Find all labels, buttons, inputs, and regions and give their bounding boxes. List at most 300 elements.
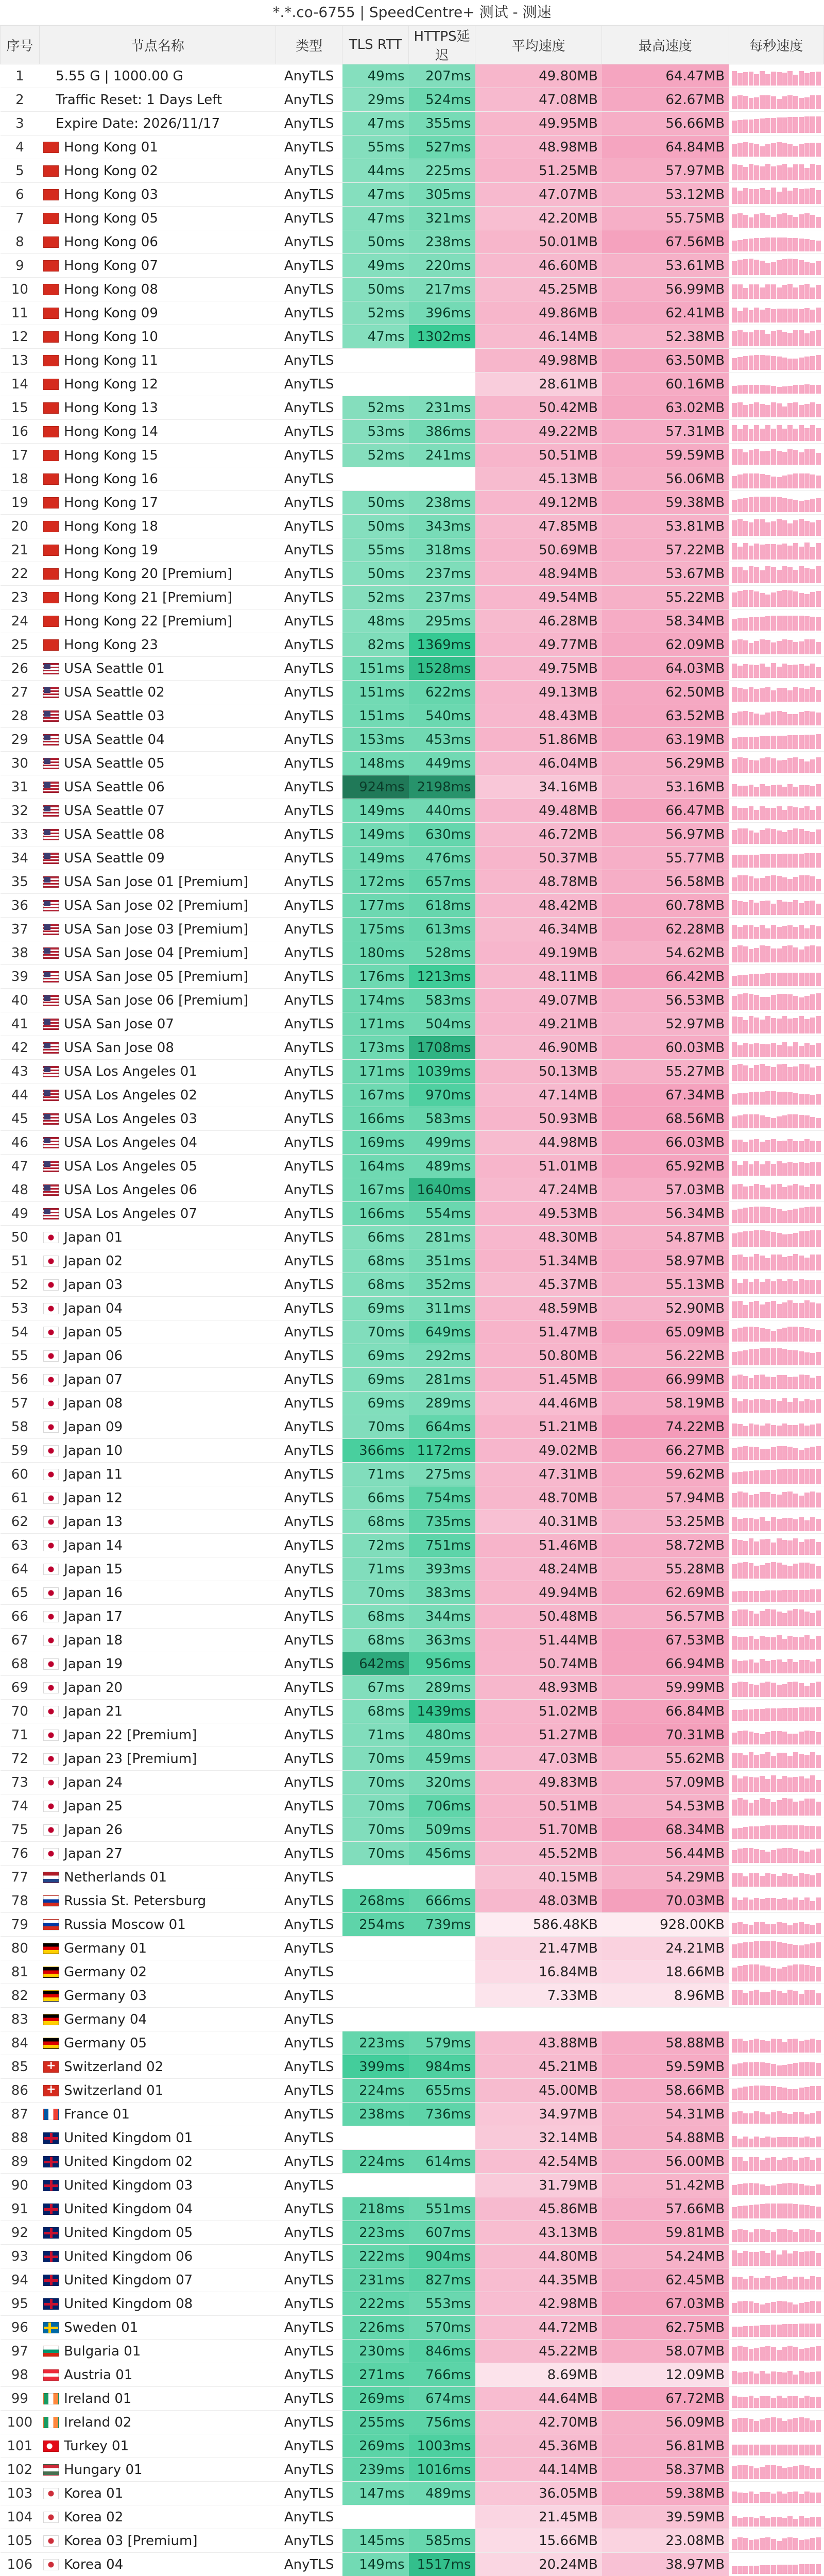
table-row[interactable] xyxy=(1,1771,824,1794)
sparkline-bar xyxy=(749,450,754,465)
sparkline-bar xyxy=(760,2538,765,2550)
table-row[interactable] xyxy=(1,1676,824,1700)
sparkline-bar xyxy=(793,757,798,772)
sparkline-bar xyxy=(771,1331,776,1342)
sparkline-bar xyxy=(810,1162,815,1175)
sparkline-bar xyxy=(810,1184,815,1199)
sparkline-bar xyxy=(749,1495,754,1507)
sparkline-bar xyxy=(749,1900,754,1910)
table-row[interactable] xyxy=(1,1273,824,1297)
table-row[interactable] xyxy=(1,159,824,183)
sparkline-bar xyxy=(771,904,776,914)
sparkline-bar xyxy=(787,879,793,891)
row-node-name: Japan 14 xyxy=(64,1537,123,1553)
sparkline-bar xyxy=(754,2566,759,2574)
sparkline-bar xyxy=(810,310,815,322)
flag-jp-icon xyxy=(43,1232,59,1243)
row-tls-rtt: 52ms xyxy=(342,301,409,325)
table-row[interactable] xyxy=(1,1202,824,1226)
sparkline-bar xyxy=(799,239,804,251)
row-index: 37 xyxy=(1,918,40,941)
table-row[interactable] xyxy=(1,1415,824,1439)
sparkline-bar xyxy=(782,259,787,275)
sparkline-bar xyxy=(787,1566,793,1578)
sparkline-bar xyxy=(793,807,798,820)
table-row[interactable] xyxy=(1,2553,824,2576)
row-max-speed: 66.99MB xyxy=(602,1368,729,1392)
sparkline-bar xyxy=(771,1139,776,1151)
column-header-node-name[interactable]: 节点名称 xyxy=(39,26,276,64)
table-row[interactable] xyxy=(1,1320,824,1344)
sparkline-bar xyxy=(737,1447,743,1460)
sparkline-bar xyxy=(749,1826,754,1839)
table-row[interactable] xyxy=(1,2292,824,2316)
sparkline-bar xyxy=(771,1637,776,1650)
sparkline-bar xyxy=(771,1968,776,1981)
row-max-speed: 56.44MB xyxy=(602,1842,729,1866)
sparkline-bar xyxy=(737,1472,743,1483)
table-row[interactable] xyxy=(1,1344,824,1368)
table-row[interactable] xyxy=(1,1297,824,1320)
table-row[interactable] xyxy=(1,1937,824,1960)
sparkline-bar xyxy=(765,928,770,938)
table-row[interactable] xyxy=(1,2126,824,2150)
table-row[interactable] xyxy=(1,823,824,846)
table-row[interactable] xyxy=(1,1557,824,1581)
table-row[interactable] xyxy=(1,1249,824,1273)
sparkline-bar xyxy=(749,1777,754,1792)
row-tls-rtt: 149ms xyxy=(342,799,409,823)
sparkline-bar xyxy=(787,1900,793,1910)
table-row[interactable] xyxy=(1,870,824,894)
table-row[interactable] xyxy=(1,444,824,467)
row-node-name: Japan 16 xyxy=(64,1585,123,1601)
row-avg-speed: 20.24MB xyxy=(475,2553,602,2576)
table-row[interactable] xyxy=(1,2008,824,2031)
sparkline-bar xyxy=(816,2324,821,2337)
row-tls-rtt: 255ms xyxy=(342,2411,409,2434)
sparkline-bar xyxy=(777,736,782,749)
column-header-https-latency[interactable]: HTTPS延迟 xyxy=(409,26,475,64)
column-header-type[interactable]: 类型 xyxy=(276,26,342,64)
row-node-name: Germany 03 xyxy=(64,1988,147,2004)
sparkline-bar xyxy=(793,429,798,441)
sparkline-bar xyxy=(782,1898,787,1910)
sparkline-bar xyxy=(743,356,748,369)
sparkline-bar xyxy=(793,500,798,512)
table-row[interactable] xyxy=(1,2268,824,2292)
sparkline-bar xyxy=(804,262,810,275)
table-row[interactable] xyxy=(1,1060,824,1083)
table-row[interactable] xyxy=(1,633,824,657)
sparkline-bar xyxy=(793,714,798,725)
row-type: AnyTLS xyxy=(276,823,342,846)
sparkline-bar xyxy=(787,1590,793,1602)
table-row[interactable] xyxy=(1,1226,824,1249)
sparkline-bar xyxy=(777,1590,782,1602)
sparkline-bar xyxy=(799,1683,804,1697)
sparkline-bar xyxy=(754,473,759,488)
table-row[interactable] xyxy=(1,183,824,207)
table-row[interactable] xyxy=(1,1889,824,1913)
sparkline-bar xyxy=(804,973,810,986)
row-https-latency: 453ms xyxy=(409,728,475,752)
table-row[interactable] xyxy=(1,1012,824,1036)
table-row[interactable] xyxy=(1,704,824,728)
table-row[interactable] xyxy=(1,1510,824,1534)
row-node-name: Japan 06 xyxy=(64,1348,123,1364)
sparkline-bar xyxy=(787,1162,793,1176)
table-row[interactable] xyxy=(1,420,824,444)
table-row[interactable] xyxy=(1,1629,824,1652)
sparkline-bar xyxy=(771,2494,776,2503)
row-max-speed: 62.75MB xyxy=(602,2316,729,2340)
sparkline-bar xyxy=(810,2113,815,2124)
table-row[interactable] xyxy=(1,515,824,538)
table-row[interactable] xyxy=(1,278,824,301)
table-row[interactable] xyxy=(1,1107,824,1131)
table-row[interactable] xyxy=(1,846,824,870)
row-max-speed: 18.66MB xyxy=(602,1960,729,1984)
row-https-latency: 509ms xyxy=(409,1818,475,1842)
flag-hk-icon xyxy=(43,616,59,627)
row-node-cell xyxy=(39,1889,276,1913)
table-row[interactable] xyxy=(1,230,824,254)
column-header-index[interactable]: 序号 xyxy=(1,26,40,64)
sparkline-bar xyxy=(810,1799,815,1815)
sparkline-bar xyxy=(799,425,804,441)
sparkline-bar xyxy=(804,2185,810,2195)
table-row[interactable] xyxy=(1,1178,824,1202)
flag-ru-icon xyxy=(43,1895,59,1907)
table-row[interactable] xyxy=(1,207,824,230)
table-row[interactable] xyxy=(1,2031,824,2055)
table-row[interactable] xyxy=(1,2174,824,2197)
table-row[interactable] xyxy=(1,1842,824,1866)
sparkline-bar xyxy=(771,663,776,677)
row-index: 60 xyxy=(1,1463,40,1486)
sparkline-bar xyxy=(771,1898,776,1910)
sparkline-bar xyxy=(810,1447,815,1460)
sparkline-bar xyxy=(782,2113,787,2123)
sparkline-bar xyxy=(810,1731,815,1744)
table-row[interactable] xyxy=(1,2458,824,2482)
sparkline-bar xyxy=(749,497,754,512)
sparkline-bar xyxy=(743,1776,748,1792)
sparkline-bar xyxy=(777,2277,782,2289)
row-type: AnyTLS xyxy=(276,1131,342,1155)
table-row[interactable] xyxy=(1,2221,824,2245)
sparkline-bar xyxy=(782,1469,787,1483)
row-tls-rtt xyxy=(342,372,409,396)
sparkline-bar xyxy=(804,1231,810,1247)
table-row[interactable] xyxy=(1,349,824,372)
sparkline-bar xyxy=(777,1825,782,1839)
table-row[interactable] xyxy=(1,396,824,420)
sparkline-bar xyxy=(749,900,754,915)
table-row[interactable] xyxy=(1,372,824,396)
flag-us-icon xyxy=(43,805,59,817)
sparkline-bar xyxy=(732,1448,737,1460)
flag-jp-icon xyxy=(43,1493,59,1504)
sparkline-bar xyxy=(765,1609,770,1625)
sparkline-bar xyxy=(771,72,776,86)
row-type: AnyTLS xyxy=(276,1368,342,1392)
sparkline-bar xyxy=(743,473,748,488)
row-tls-rtt: 66ms xyxy=(342,1226,409,1249)
row-max-speed: 55.13MB xyxy=(602,1273,729,1297)
table-row[interactable] xyxy=(1,467,824,491)
sparkline-bar xyxy=(777,2160,782,2171)
sparkline-bar xyxy=(804,1944,810,1958)
sparkline-bar xyxy=(771,309,776,322)
sparkline-bar xyxy=(760,545,765,559)
table-row[interactable] xyxy=(1,1723,824,1747)
sparkline-bar xyxy=(754,689,759,701)
sparkline-bar xyxy=(749,949,754,962)
table-row[interactable] xyxy=(1,775,824,799)
sparkline-bar xyxy=(754,2326,759,2337)
sparkline-bar xyxy=(749,617,754,630)
sparkline-bar xyxy=(804,875,810,891)
row-tls-rtt: 50ms xyxy=(342,278,409,301)
sparkline-bar xyxy=(804,543,810,559)
sparkline-bar xyxy=(771,1825,776,1839)
sparkline-bar xyxy=(804,1399,810,1413)
sparkline-bar xyxy=(743,1965,748,1981)
table-row[interactable] xyxy=(1,681,824,704)
row-speed-sparkline xyxy=(729,159,823,183)
table-row[interactable] xyxy=(1,1083,824,1107)
row-https-latency xyxy=(409,1937,475,1960)
row-avg-speed: 45.22MB xyxy=(475,2340,602,2363)
sparkline-bar xyxy=(816,2371,821,2384)
table-row[interactable] xyxy=(1,965,824,989)
table-row[interactable] xyxy=(1,1486,824,1510)
sparkline-bar xyxy=(765,1779,770,1791)
row-speed-sparkline xyxy=(729,2008,823,2031)
table-row[interactable] xyxy=(1,1155,824,1178)
table-row[interactable] xyxy=(1,1581,824,1605)
sparkline-bar xyxy=(754,355,759,369)
sparkline-bar xyxy=(816,498,821,512)
table-row[interactable] xyxy=(1,799,824,823)
column-header-avg-speed[interactable]: 平均速度 xyxy=(475,26,602,64)
sparkline-bar xyxy=(810,1966,815,1981)
sparkline-bar xyxy=(743,640,748,654)
table-row[interactable] xyxy=(1,2197,824,2221)
sparkline-bar xyxy=(754,2137,759,2147)
sparkline-bar xyxy=(804,1707,810,1721)
sparkline-bar xyxy=(771,2086,776,2099)
sparkline-bar xyxy=(732,567,737,583)
table-row[interactable] xyxy=(1,609,824,633)
table-row[interactable] xyxy=(1,657,824,681)
table-row[interactable] xyxy=(1,2340,824,2363)
sparkline-bar xyxy=(771,2064,776,2076)
table-row[interactable] xyxy=(1,1747,824,1771)
table-row[interactable] xyxy=(1,2505,824,2529)
table-row[interactable] xyxy=(1,2150,824,2174)
table-row[interactable] xyxy=(1,2482,824,2505)
table-row[interactable] xyxy=(1,1700,824,1723)
sparkline-bar xyxy=(754,1230,759,1247)
sparkline-bar xyxy=(810,1492,815,1507)
column-header-speed-trend[interactable]: 每秒速度 xyxy=(729,26,823,64)
sparkline-bar xyxy=(765,1992,770,2005)
sparkline-bar xyxy=(732,1398,737,1412)
table-row[interactable] xyxy=(1,1392,824,1415)
table-row[interactable] xyxy=(1,491,824,515)
table-row[interactable] xyxy=(1,1605,824,1629)
table-row[interactable] xyxy=(1,752,824,775)
table-row[interactable] xyxy=(1,586,824,609)
table-row[interactable] xyxy=(1,1534,824,1557)
table-row[interactable] xyxy=(1,728,824,752)
sparkline-bar xyxy=(782,832,787,843)
sparkline-bar xyxy=(804,1755,810,1768)
sparkline-bar xyxy=(787,665,793,678)
table-row[interactable] xyxy=(1,1036,824,1060)
sparkline-bar xyxy=(787,2302,793,2313)
sparkline-bar xyxy=(765,1091,770,1104)
sparkline-bar xyxy=(765,2137,770,2147)
sparkline-bar xyxy=(804,2040,810,2052)
table-row[interactable] xyxy=(1,941,824,965)
sparkline-bar xyxy=(799,71,804,86)
sparkline-bar xyxy=(737,357,743,369)
sparkline-bar xyxy=(787,1874,793,1887)
sparkline-bar xyxy=(816,1162,821,1175)
sparkline-bar xyxy=(810,2564,815,2574)
table-row[interactable] xyxy=(1,2055,824,2079)
sparkline-bar xyxy=(771,1494,776,1507)
sparkline-bar xyxy=(782,787,787,796)
row-tls-rtt: 167ms xyxy=(342,1083,409,1107)
row-avg-speed: 47.08MB xyxy=(475,88,602,112)
row-node-name: Austria 01 xyxy=(64,2367,133,2383)
sparkline-bar xyxy=(782,854,787,867)
table-row[interactable] xyxy=(1,918,824,941)
row-index: 16 xyxy=(1,420,40,444)
table-row[interactable] xyxy=(1,1131,824,1155)
table-row[interactable] xyxy=(1,1463,824,1486)
row-tls-rtt xyxy=(342,2174,409,2197)
sparkline-bar xyxy=(765,1258,770,1270)
sparkline-bar xyxy=(743,1755,748,1768)
row-tls-rtt: 68ms xyxy=(342,1629,409,1652)
table-row[interactable] xyxy=(1,1984,824,2008)
table-row[interactable] xyxy=(1,538,824,562)
row-node-cell xyxy=(39,491,276,515)
column-header-max-speed[interactable]: 最高速度 xyxy=(602,26,729,64)
column-header-tls-rtt[interactable]: TLS RTT xyxy=(342,26,409,64)
table-row[interactable] xyxy=(1,2316,824,2340)
table-row[interactable] xyxy=(1,2529,824,2553)
table-row[interactable] xyxy=(1,1960,824,1984)
table-row[interactable] xyxy=(1,301,824,325)
table-row[interactable] xyxy=(1,1913,824,1937)
sparkline-bar xyxy=(793,2039,798,2052)
table-row[interactable] xyxy=(1,2103,824,2126)
sparkline-bar xyxy=(765,1377,770,1389)
sparkline-bar xyxy=(810,164,815,180)
table-row[interactable] xyxy=(1,2434,824,2458)
table-row[interactable] xyxy=(1,2411,824,2434)
table-row[interactable] xyxy=(1,2245,824,2268)
table-row[interactable] xyxy=(1,325,824,349)
table-row[interactable] xyxy=(1,2387,824,2411)
row-index: 93 xyxy=(1,2245,40,2268)
row-max-speed: 62.09MB xyxy=(602,633,729,657)
table-row[interactable] xyxy=(1,254,824,278)
table-row[interactable] xyxy=(1,989,824,1012)
table-row[interactable] xyxy=(1,135,824,159)
sparkline-bar xyxy=(777,616,782,630)
row-speed-sparkline xyxy=(729,2458,823,2482)
row-max-speed: 65.92MB xyxy=(602,1155,729,1178)
sparkline-bar xyxy=(799,2158,804,2171)
sparkline-bar xyxy=(787,144,793,157)
sparkline-bar xyxy=(732,2303,737,2313)
table-row[interactable] xyxy=(1,1794,824,1818)
sparkline-bar xyxy=(754,165,759,180)
table-row[interactable] xyxy=(1,1652,824,1676)
table-row[interactable] xyxy=(1,562,824,586)
row-speed-sparkline xyxy=(729,1605,823,1629)
row-avg-speed: 51.70MB xyxy=(475,1818,602,1842)
sparkline-bar xyxy=(787,403,793,417)
sparkline-bar xyxy=(787,238,793,251)
row-max-speed: 52.97MB xyxy=(602,1012,729,1036)
sparkline-bar xyxy=(799,144,804,156)
table-row[interactable] xyxy=(1,64,824,88)
sparkline-bar xyxy=(793,2324,798,2337)
table-row[interactable] xyxy=(1,112,824,135)
sparkline-bar xyxy=(782,688,787,702)
sparkline-bar xyxy=(816,1611,821,1626)
row-avg-speed: 46.72MB xyxy=(475,823,602,846)
table-row[interactable] xyxy=(1,1866,824,1889)
row-node-cell xyxy=(39,1297,276,1320)
table-row[interactable] xyxy=(1,1439,824,1463)
sparkline-bar xyxy=(799,2205,804,2218)
sparkline-bar xyxy=(787,2204,793,2218)
sparkline-bar xyxy=(782,2398,787,2408)
sparkline-bar xyxy=(732,1016,737,1033)
row-https-latency: 238ms xyxy=(409,230,475,254)
row-type: AnyTLS xyxy=(276,230,342,254)
row-index: 81 xyxy=(1,1960,40,1984)
row-max-speed: 59.99MB xyxy=(602,1676,729,1700)
sparkline-bar xyxy=(743,1848,748,1863)
table-row[interactable] xyxy=(1,2079,824,2103)
table-row[interactable] xyxy=(1,2363,824,2387)
table-row[interactable] xyxy=(1,894,824,918)
table-row[interactable] xyxy=(1,88,824,112)
sparkline-bar xyxy=(810,1329,815,1341)
row-speed-sparkline xyxy=(729,1083,823,1107)
sparkline-bar xyxy=(743,590,748,606)
sparkline-bar xyxy=(816,1094,821,1104)
sparkline-bar xyxy=(787,1185,793,1199)
sparkline-bar xyxy=(749,2113,754,2123)
sparkline-bar xyxy=(743,1493,748,1507)
table-row[interactable] xyxy=(1,1818,824,1842)
flag-hk-icon xyxy=(43,473,59,485)
table-row[interactable] xyxy=(1,1368,824,1392)
row-https-latency: 583ms xyxy=(409,989,475,1012)
